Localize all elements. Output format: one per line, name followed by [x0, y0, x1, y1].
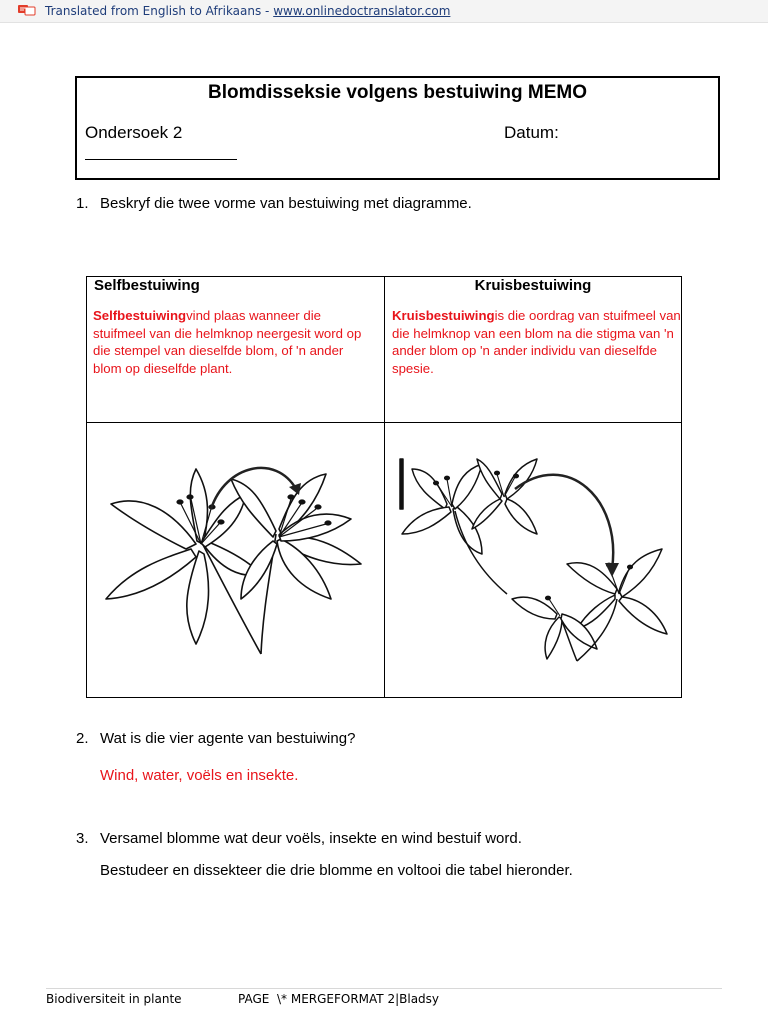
self-pollination-text: vind plaas wanneer die stuifmeel van die helmknop neergesit word op die stempel van dieselfde blom, of 'n ander blom op dieselfde plant.: [93, 308, 362, 376]
table-row-divider: [87, 422, 681, 423]
question-number: 1.: [76, 195, 89, 212]
self-pollination-diagram: [101, 449, 371, 659]
cross-pollination-definition: [392, 307, 682, 377]
translator-logo-icon: [18, 4, 36, 16]
question-text: Wat is die vier agente van bestuiwing?: [100, 730, 356, 747]
question-2-answer: Wind, water, voëls en insekte.: [100, 767, 299, 784]
question-number: 2.: [76, 730, 89, 747]
footer-page-field: PAGE \* MERGEFORMAT 2|Bladsy: [238, 992, 440, 1006]
translator-link[interactable]: www.onlinedoctranslator.com: [273, 4, 451, 18]
question-text: Beskryf die twee vorme van bestuiwing met diagramme.: [100, 195, 472, 212]
pollination-table: [86, 276, 682, 698]
date-label: Datum:: [504, 123, 559, 142]
banner-prefix: Translated from English to Afrikaans -: [45, 4, 274, 18]
footer-title: Biodiversiteit in plante: [46, 992, 182, 1006]
self-pollination-heading: Selfbestuiwing: [94, 277, 200, 294]
cross-pollination-diagram: [397, 449, 677, 664]
header-box: [75, 76, 720, 180]
question-3-followup: Bestudeer en dissekteer die drie blomme en voltooi die tabel hieronder.: [100, 862, 573, 879]
cross-pollination-heading: Kruisbestuiwing: [474, 277, 592, 294]
name-blank-line: [85, 159, 237, 160]
translation-banner: [0, 0, 768, 23]
cross-pollination-term: Kruisbestuiwing: [392, 308, 495, 323]
footer-divider: [46, 988, 722, 989]
banner-text: [45, 4, 450, 18]
question-text: Versamel blomme wat deur voëls, insekte en wind bestuif word.: [100, 830, 522, 847]
self-pollination-definition: [93, 307, 375, 377]
cross-pollination-text: is die oordrag van stuifmeel van die helmknop van een blom na die stigma van 'n ander blom op 'n ander individu van dieselfde spesie.: [392, 308, 681, 376]
table-column-divider: [384, 277, 385, 697]
question-number: 3.: [76, 830, 89, 847]
investigation-label: Ondersoek 2: [85, 123, 183, 142]
self-pollination-term: Selfbestuiwing: [93, 308, 187, 323]
page-title: Blomdisseksie volgens bestuiwing MEMO: [207, 82, 588, 103]
